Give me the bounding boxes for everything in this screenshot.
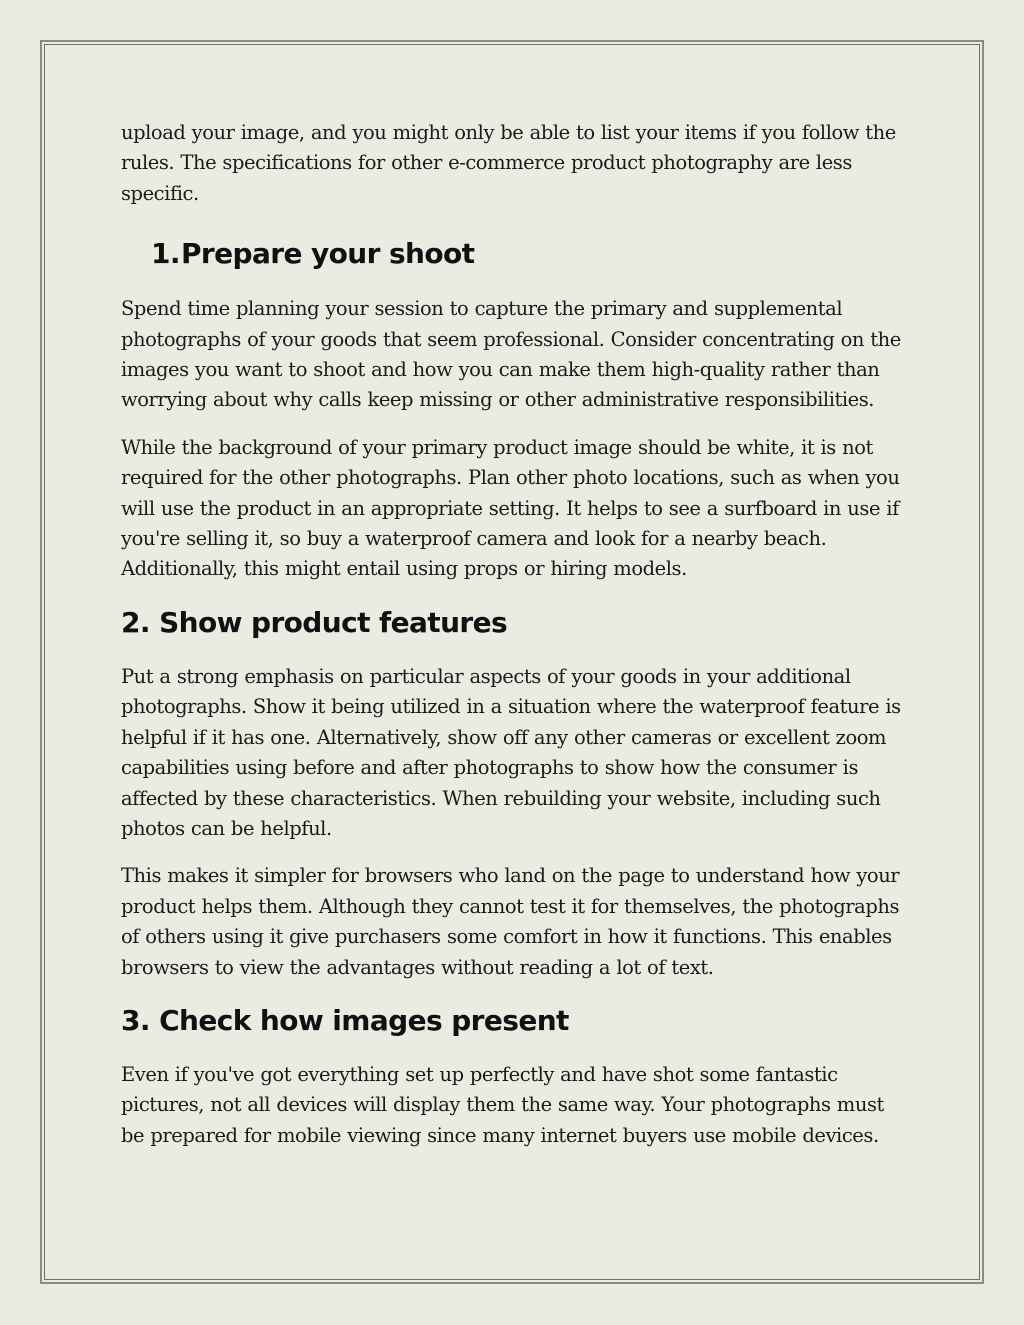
paragraph-features-1: Put a strong emphasis on particular aspects of your goods in your additional photographs. Show it being utilized in a situation where the waterproof feature is helpful if it has one. Alternatively, show off any other cameras or excellent zoom capabilities using before and after photographs to show how the consumer is affected by these characteristics. When rebuilding your website, including such photos can be helpful. xyxy=(121,664,901,840)
paragraph-prepare-2: While the background of your primary product image should be white, it is not required for the other photographs. Plan other photo locations, such as when you will use the product in an appropriate setting. It helps to see a surfboard in use if you're selling it, so buy a waterproof camera and look for a nearby beach. Additionally, this might entail using props or hiring models. xyxy=(121,435,900,581)
document-body xyxy=(121,118,911,1151)
paragraph-prepare-1: Spend time planning your session to capture the primary and supplemental photographs of your goods that seem professional. Consider concentrating on the images you want to shoot and how you can make them high-quality rather than worrying about why calls keep missing or other administrative responsibilities. xyxy=(121,297,901,412)
paragraph-features-2: This makes it simpler for browsers who land on the page to understand how your product helps them. Although they cannot test it for themselves, the photographs of others using it give purchasers some comfort in how it functions. This enables browsers to view the advantages without reading a lot of text. xyxy=(121,864,900,979)
paragraph-present-1: Even if you've got everything set up perfectly and have shot some fantastic pictures, not all devices will display them the same way. Your photographs must be prepared for mobile viewing since many internet buyers use mobile devices. xyxy=(121,1062,884,1147)
heading-prepare-your-shoot xyxy=(121,237,911,271)
heading-show-product-features: 2. Show product features xyxy=(121,605,508,639)
heading-check-how-images-present: 3. Check how images present xyxy=(121,1003,569,1037)
heading-number: 1. xyxy=(151,237,180,271)
heading-text: Prepare your shoot xyxy=(181,237,475,271)
paragraph-intro: upload your image, and you might only be able to list your items if you follow the rules. The specifications for other e-commerce product photography are less specific. xyxy=(121,121,896,205)
